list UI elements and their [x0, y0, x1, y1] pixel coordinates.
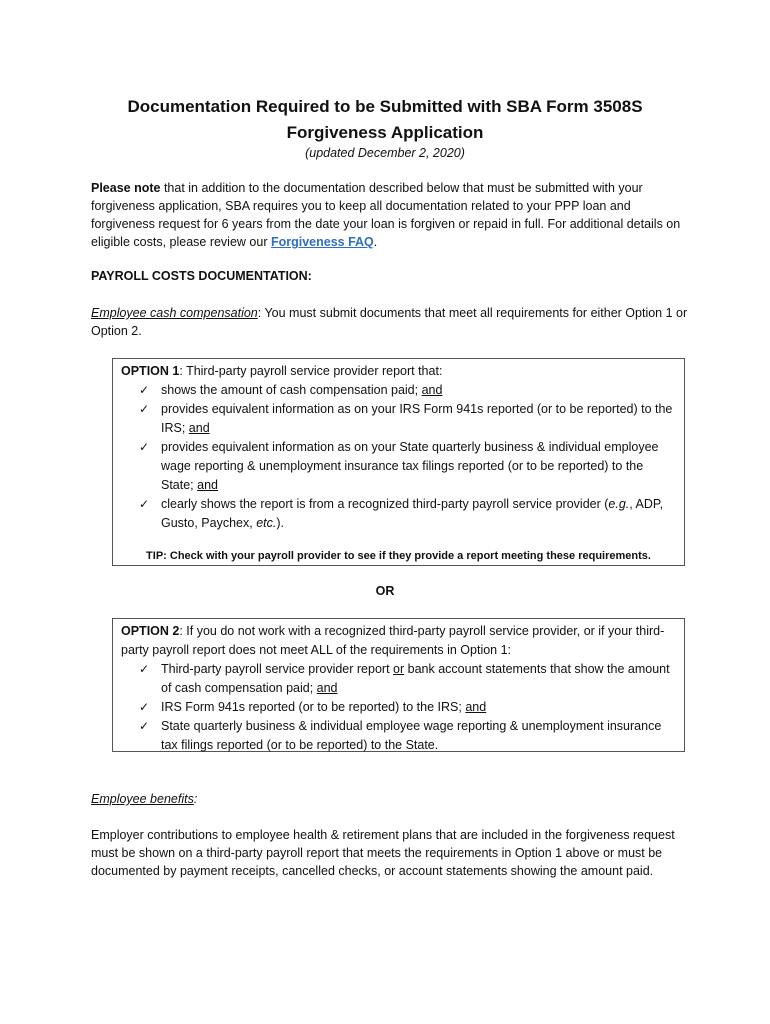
- checkmark-icon: ✓: [139, 662, 150, 676]
- item-text: State quarterly business & individual employee wage reporting & unemployment insurance tax filings reported (or to be reported) to the State.: [161, 719, 662, 752]
- item-text: provides equivalent information as on your State quarterly business & individual employee wage reporting & unemployment insurance tax filings reported (or to be reported) to the State;: [161, 440, 659, 492]
- or-separator: OR: [375, 584, 395, 598]
- list-item: [139, 438, 676, 495]
- intro-end: .: [373, 235, 378, 249]
- item-text: provides equivalent information as on your IRS Form 941s reported (or to be reported) to the IRS;: [161, 402, 673, 435]
- item-and: and: [465, 700, 487, 714]
- employee-benefits-colon: :: [193, 792, 198, 806]
- payroll-costs-heading: PAYROLL COSTS DOCUMENTATION:: [91, 269, 312, 283]
- checkmark-icon: ✓: [139, 383, 150, 397]
- option-2-label: OPTION 2: [121, 624, 180, 638]
- list-item: [139, 660, 676, 698]
- checkmark-icon: ✓: [139, 700, 150, 714]
- employee-benefits-paragraph: Employer contributions to employee health & retirement plans that are included in the forgiveness request must be shown on a third-party payroll report that meets the requirements in Option 1 above or must be documented by payment receipts, cancelled checks, or account statements showing the amount paid.: [91, 828, 675, 878]
- item-and: and: [197, 478, 218, 492]
- cash-compensation-label: Employee cash compensation: [91, 306, 258, 320]
- item-text: clearly shows the report is from a recognized third-party payroll service provider (: [161, 497, 609, 511]
- option-1-label: OPTION 1: [121, 364, 180, 378]
- checkmark-icon: ✓: [139, 497, 150, 511]
- option-2-box: [112, 618, 685, 752]
- cash-compensation-text: : You must submit documents that meet all requirements for either Option 1 or Option 2.: [91, 306, 688, 338]
- updated-date: (updated December 2, 2020): [305, 146, 465, 160]
- intro-paragraph: [91, 179, 691, 251]
- forgiveness-faq-link[interactable]: Forgiveness FAQ: [270, 235, 374, 249]
- option-2-intro: [121, 622, 676, 660]
- option-1-intro: [121, 362, 676, 381]
- option-1-box: [112, 358, 685, 566]
- list-item: [139, 381, 676, 400]
- list-item: [139, 717, 676, 755]
- please-note-label: Please note: [91, 181, 161, 195]
- item-text: shows the amount of cash compensation paid;: [161, 383, 422, 397]
- title-line-1: Documentation Required to be Submitted with SBA Form 3508S: [127, 97, 643, 116]
- option-2-intro-text: : If you do not work with a recognized third-party payroll service provider, or if your third-party payroll report does not meet ALL of the requirements in Option 1:: [121, 624, 665, 657]
- list-item: [139, 495, 676, 533]
- employee-benefits-label: Employee benefits: [91, 792, 194, 806]
- item-text: IRS Form 941s reported (or to be reported) to the IRS;: [161, 700, 466, 714]
- checkmark-icon: ✓: [139, 719, 150, 733]
- item-or: or: [393, 662, 405, 676]
- cash-compensation-paragraph: [91, 304, 691, 340]
- item-end: ).: [276, 516, 284, 530]
- checkmark-icon: ✓: [139, 402, 150, 416]
- list-item: [139, 400, 676, 438]
- title-line-2: Forgiveness Application: [286, 123, 484, 142]
- item-eg: e.g.: [608, 497, 630, 511]
- item-text: Third-party payroll service provider report: [161, 662, 394, 676]
- employee-benefits-heading: [91, 790, 691, 808]
- item-and: and: [188, 421, 210, 435]
- page-title: [80, 94, 690, 146]
- intro-text: that in addition to the documentation described below that must be submitted with your forgiveness application, SBA requires you to keep all documentation related to your PPP loan and forgiveness request for 6 years from the date your loan is forgiven or repaid in full. For additional details on eligible costs, please review our: [91, 181, 681, 249]
- item-and: and: [316, 681, 338, 695]
- option-2-list: [121, 660, 676, 755]
- payroll-tip: TIP: Check with your payroll provider to see if they provide a report meeting these requirements.: [146, 550, 651, 562]
- checkmark-icon: ✓: [139, 440, 150, 454]
- item-mid: , ADP, Gusto, Paychex,: [161, 497, 664, 530]
- item-text-post: bank account statements that show the amount of cash compensation paid;: [161, 662, 670, 695]
- item-and: and: [421, 383, 443, 397]
- item-etc: etc.: [256, 516, 277, 530]
- option-1-list: [121, 381, 676, 533]
- option-1-intro-text: : Third-party payroll service provider report that:: [179, 364, 443, 378]
- list-item: [139, 698, 676, 717]
